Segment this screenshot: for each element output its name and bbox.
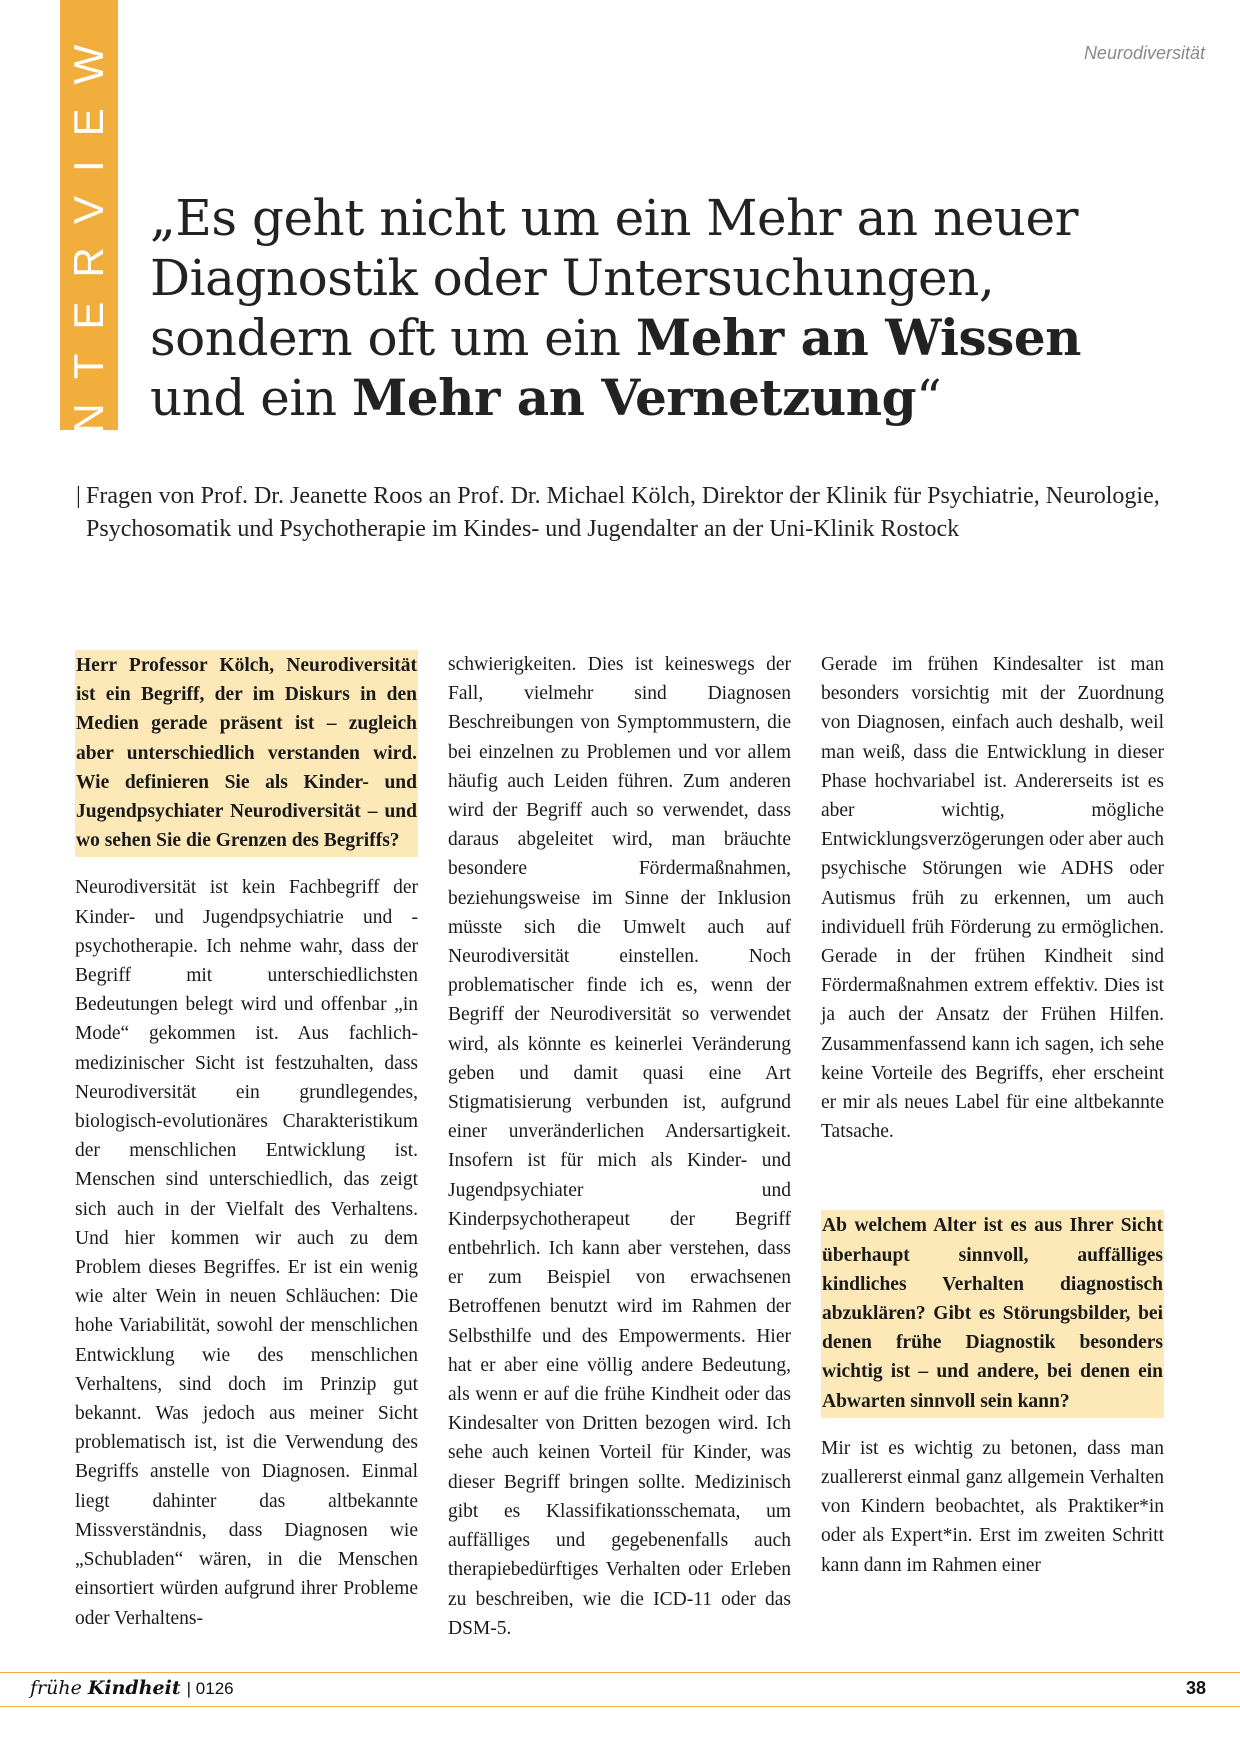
- headline-bold1: Mehr an Wissen: [635, 308, 1081, 367]
- brand-italic: frühe: [30, 1677, 82, 1699]
- footer-brand: [30, 1677, 234, 1699]
- interview-answer-1-continued: schwierigkeiten. Dies ist keineswegs der Fall, vielmehr sind Diagnosen Beschreibungen von Symptommustern, die bei einzelnen zu Problemen und vor allem häufig auch Leiden führen. Zum anderen wird der Begriff auch so verwendet, dass daraus abgeleitet wird, man bräuchte besondere Fördermaßnahmen, beziehungsweise im Sinne der Inklusion müsste sich die Umwelt auch auf Neurodiversität einstellen. Noch problematischer finde ich es, wenn der Begriff der Neurodiversität so verwendet wird, als könnte es keinerlei Veränderung geben und damit quasi eine Art Stigmatisierung verbunden ist, aufgrund einer unveränderlichen Andersartigkeit. Insofern ist für mich als Kinder- und Jugendpsychiater und Kinderpsychotherapeut der Begriff entbehrlich. Ich kann aber verstehen, dass er zum Beispiel von erwachsenen Betroffenen benutzt wird im Rahmen der Selbsthilfe und des Empowerments. Hier hat er aber eine völlig andere Bedeutung, als wenn er auf die frühe Kindheit oder das Kindesalter von Dritten bezogen wird. Ich sehe auch keinen Vorteil für Kinder, was dieser Begriff bringen sollte. Medizinisch gibt es Klassifikationsschemata, um auffälliges und gegebenenfalls auch therapiebedürftiges Verhalten oder Erleben zu beschreiben, wie die ICD-11 oder das DSM-5.: [448, 654, 791, 1639]
- headline: [150, 188, 1110, 428]
- footer-rule-bottom: [0, 1706, 1240, 1707]
- column-1: [75, 650, 418, 1633]
- headline-part1: „Es geht nicht um ein Mehr an neuer Diagnostik oder Untersuchungen, sondern oft um ein: [150, 189, 1078, 367]
- interview-answer-2: Mir ist es wichtig zu betonen, dass man zuallererst einmal ganz allgemein Verhalten von Kindern beobachtet, als Praktiker*in oder als Expert*in. Erst im zweiten Schritt kann dann im Rahmen einer: [821, 1437, 1164, 1576]
- interview-question-2: Ab welchem Alter ist es aus Ihrer Sicht überhaupt sinnvoll, auffälliges kindliches Verhalten diagnostisch abzuklären? Gibt es Störungsbilder, bei denen frühe Diagnostik besonders wichtig ist – und andere, bei denen ein Abwarten sinnvoll sein kann?: [821, 1210, 1164, 1417]
- byline-bar: |: [76, 483, 81, 509]
- headline-bold2: Mehr an Vernetzung: [351, 368, 917, 427]
- interview-question-1: Herr Professor Kölch, Neurodiversität ist ein Begriff, der im Diskurs in den Medien gerade präsent ist – zugleich aber unterschiedlich verstanden wird. Wie definieren Sie als Kinder- und Jugendpsychiater Neurodiversität – und wo sehen Sie die Grenzen des Begriffs?: [75, 650, 418, 857]
- headline-part3: “: [916, 369, 942, 427]
- footer-rule-top: [0, 1672, 1240, 1673]
- byline: [76, 480, 1176, 546]
- running-head: Neurodiversität: [1083, 43, 1205, 63]
- issue-number: | 0126: [186, 1679, 234, 1698]
- headline-part2: und ein: [150, 369, 352, 427]
- section-label: INTERVIEW: [65, 20, 112, 470]
- column-2: [448, 650, 791, 1643]
- brand-bold: Kindheit: [87, 1677, 181, 1699]
- column-3: [821, 650, 1164, 1580]
- interview-answer-1-end: Gerade im frühen Kindesalter ist man besonders vorsichtig mit der Zuordnung von Diagnosen, einfach auch deshalb, weil man weiß, dass die Entwicklung in dieser Phase hochvariabel ist. Andererseits ist es aber wichtig, mögliche Entwicklungsverzögerungen oder aber auch psychische Störungen wie ADHS oder Autismus früh zu erkennen, um auch individuell früh Förderung zu ermöglichen. Gerade in der frühen Kindheit sind Fördermaßnahmen extrem effektiv. Dies ist ja auch der Ansatz der Frühen Hilfen. Zusammenfassend kann ich sagen, ich sehe keine Vorteile des Begriffs, eher erscheint er mir als neues Label für eine altbekannte Tatsache.: [821, 654, 1164, 1143]
- page-number: 38: [1185, 1678, 1206, 1698]
- byline-text: Fragen von Prof. Dr. Jeanette Roos an Prof. Dr. Michael Kölch, Direktor der Klinik für Psychiatrie, Neurologie, Psychosomatik und Psychotherapie im Kindes- und Jugendalter an der Uni-Klinik Rostock: [86, 483, 1160, 542]
- interview-answer-1: Neurodiversität ist kein Fachbegriff der Kinder- und Jugendpsychiatrie und -psychotherapie. Ich nehme wahr, dass der Begriff mit unterschiedlichsten Bedeutungen belegt wird und offenbar „in Mode“ gekommen ist. Aus fachlich-medizinischer Sicht ist festzuhalten, dass Neurodiversität ein grundlegendes, biologisch-evolutionäres Charakteristikum der menschlichen Entwicklung ist. Menschen sind unterschiedlich, das zeigt sich auch in der Vielfalt des Verhaltens. Und hier kommen wir auch zu dem Problem dieses Begriffes. Er ist ein wenig wie alter Wein in neuen Schläuchen: Die hohe Variabilität, sowohl der menschlichen Entwicklung wie des menschlichen Verhaltens, sind doch im Prinzip gut bekannt. Was jedoch aus meiner Sicht problematisch ist, ist die Verwendung des Begriffs anstelle von Diagnosen. Einmal liegt dahinter das altbekannte Missverständnis, dass Diagnosen wie „Schubladen“ wären, in die Menschen einsortiert würden aufgrund ihrer Probleme oder Verhaltens-: [75, 877, 418, 1629]
- column-gap: [821, 1146, 1164, 1210]
